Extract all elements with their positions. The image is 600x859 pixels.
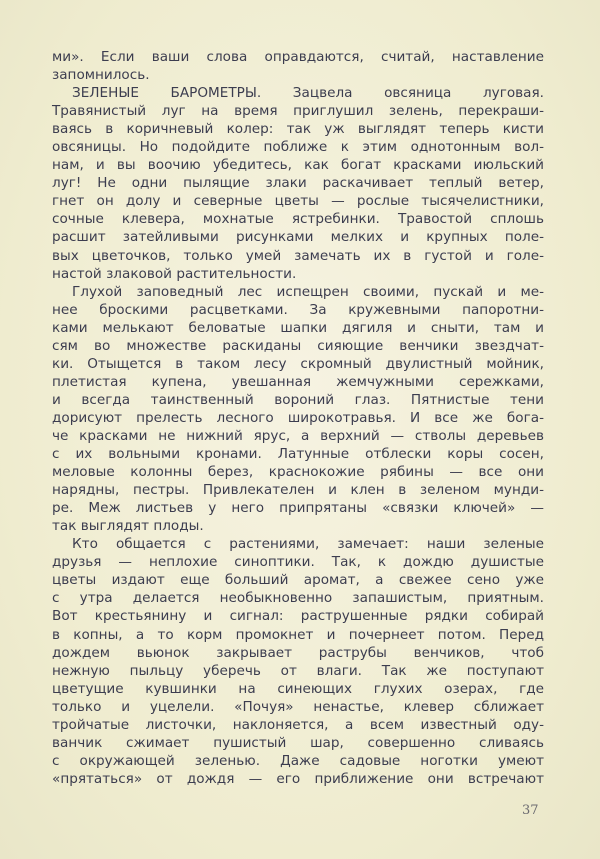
text-line: ЗЕЛЕНЫЕ БАРОМЕТРЫ. Зацвела овсяница луговая. [72,85,544,102]
text-line: только и уцелели. «Почуя» ненастье, клевер сближает [52,698,544,715]
text-line: плетистая купена, увешанная жемчужными сережками, [52,373,544,390]
text-line: гнет он долу и северные цветы — рослые тысячелистники, [52,193,544,210]
text-line: сям во множестве раскиданы сияющие венчики звездчат- [52,337,544,354]
text-line: Кто общается с растениями, замечает: наши зеленые [72,536,544,553]
text-line: овсяницы. Но подойдите поближе к этим однотонным вол- [52,139,544,156]
page-number: 37 [522,803,539,818]
text-line: нарядны, пестры. Привлекателен и клен в зеленом мунди- [52,482,544,499]
text-line: и всегда таинственный вороний глаз. Пятнистые тени [52,391,544,408]
text-line: луг! Не одни пылящие злаки раскачивает теплый ветер, [52,175,544,192]
text-line: дождем вьюнок закрывает раструбы венчиков, чтоб [52,644,544,661]
text-line: че красками не нижний ярус, а верхний — стволы деревьев [52,427,544,444]
text-line: ре. Меж листьев у него припрятаны «связки ключей» — [52,500,544,517]
text-line: вых цветочков, только умей замечать их в густой и голе- [52,247,544,264]
text-line: ки. Отыщется в таком лесу скромный двулистный мойник, [52,355,544,372]
page-body-text [52,48,544,788]
text-line: Вот крестьянину и сигнал: раструшенные рядки собирай [52,608,544,625]
text-line: Глухой заповедный лес испещрен своими, пускай и ме- [72,283,544,300]
text-line: меловые колонны берез, краснокожие рябины — все они [52,464,544,481]
text-line: тройчатые листочки, наклоняется, а всем известный оду- [52,716,544,733]
text-line: цветущие кувшинки на синеющих глухих озерах, где [52,680,544,697]
text-line: ваясь в коричневый колер: так уж выглядят теперь кисти [52,121,544,138]
text-line: ками мелькают беловатые шапки дягиля и сныти, там и [52,319,544,336]
text-line: «прятаться» от дождя — его приближение они встречают [52,770,544,787]
text-line: ми». Если ваши слова оправдаются, считай, наставление [52,49,544,65]
text-line: в копны, а то корм промокнет и почернеет потом. Перед [52,626,544,643]
text-line: нежную пыльцу уберечь от влаги. Так же поступают [52,662,544,679]
text-line: нее броскими расцветками. За кружевными папоротни- [52,301,544,318]
text-line: Травянистый луг на время приглушил зелень, перекраши- [52,103,544,120]
text-line: дорисуют прелесть лесного широкотравья. И все же бога- [52,409,544,426]
text-line: расшит затейливыми рисунками мелких и крупных поле- [52,229,544,246]
text-line: с утра делается необыкновенно запашистым, приятным. [52,590,544,607]
text-line: так выглядят плоды. [52,518,204,535]
text-line: цветы издают еще больший аромат, а свежее сено уже [52,572,544,589]
text-line: запомнилось. [52,67,150,84]
text-line: настой злаковой растительности. [52,265,297,282]
text-line: с их вольными кронами. Латунные отблески коры сосен, [52,446,544,463]
text-line: ванчик сжимает пушистый шар, совершенно сливаясь [52,734,544,751]
text-line: друзья — неплохие синоптики. Так, к дождю душистые [52,554,544,571]
text-line: сочные клевера, мохнатые ястребинки. Травостой сплошь [52,211,544,228]
text-line: с окружающей зеленью. Даже садовые ноготки умеют [52,752,544,769]
text-line: нам, и вы воочию убедитесь, как богат красками июльский [52,157,544,174]
